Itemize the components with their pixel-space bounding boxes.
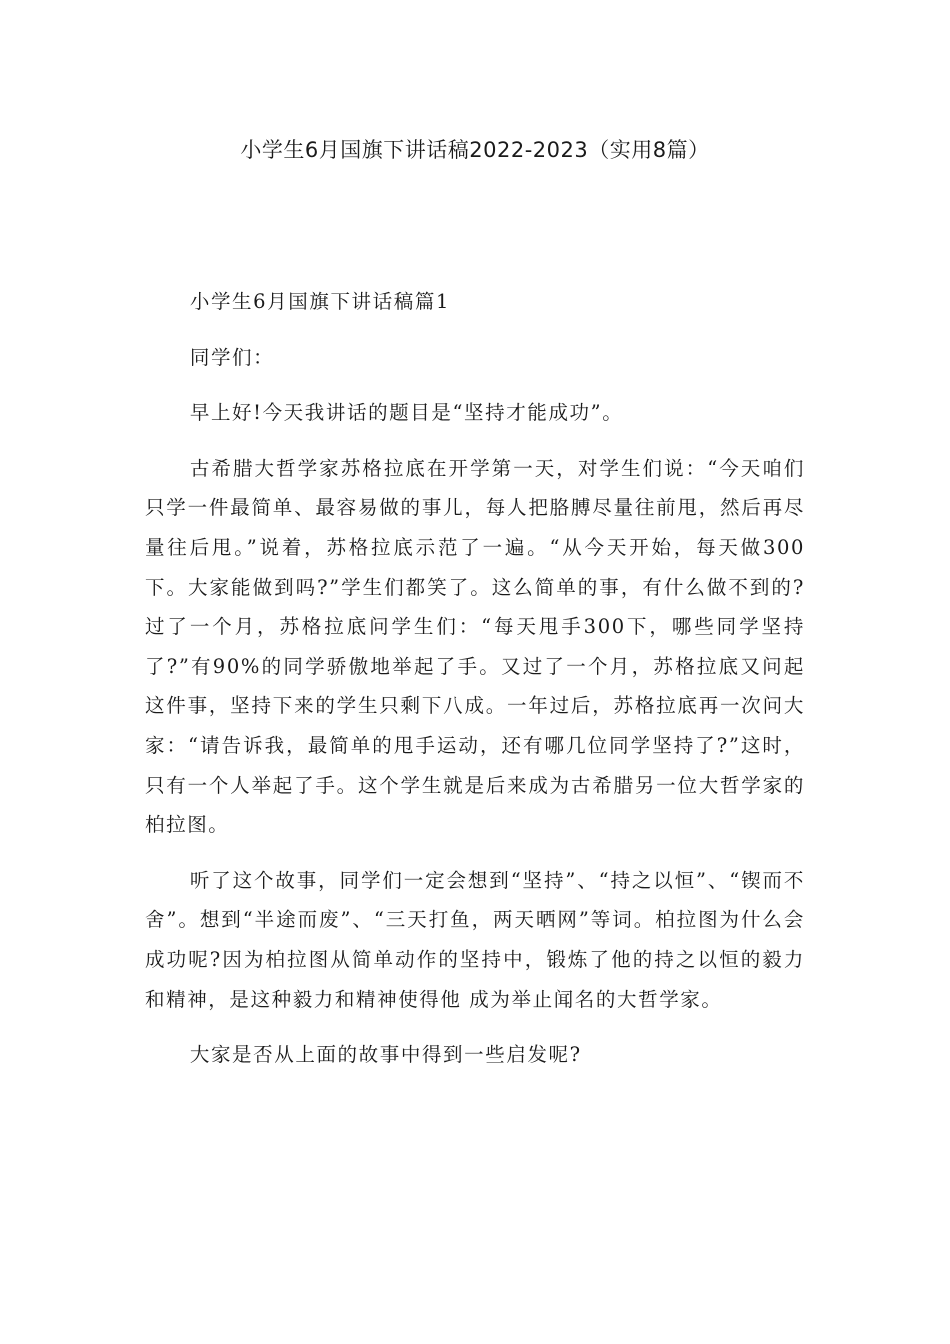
paragraph-reflection: 听了这个故事，同学们一定会想到“坚持”、“持之以恒”、“锲而不舍”。想到“半途而废”、“三天打鱼，两天晒网”等词。柏拉图为什么会成功呢?因为柏拉图从简单动作的坚持中，锻炼了他的持之以恒的毅力和精神，是这种毅力和精神使得他 成为举止闻名的大哲学家。 [145,868,805,1011]
document-body [145,282,805,1075]
document-title: 小学生6月国旗下讲话稿2022-2023（实用8篇） [240,138,710,162]
paragraph-story: 古希腊大哲学家苏格拉底在开学第一天，对学生们说：“今天咱们只学一件最简单、最容易做的事儿，每人把胳膊尽量往前甩，然后再尽量往后甩。”说着，苏格拉底示范了一遍。“从今天开始，每天做300下。大家能做到吗?”学生们都笑了。这么简单的事，有什么做不到的?过了一个月，苏格拉底问学生们：“每天甩手300下，哪些同学坚持了?”有90%的同学骄傲地举起了手。又过了一个月，苏格拉底又问起这件事，坚持下来的学生只剩下八成。一年过后，苏格拉底再一次问大家：“请告诉我，最简单的甩手运动，还有哪几位同学坚持了?”这时，只有一个人举起了手。这个学生就是后来成为古希腊另一位大哲学家的柏拉图。 [145,456,805,837]
paragraph-question: 大家是否从上面的故事中得到一些启发呢? [189,1043,582,1067]
section-heading: 小学生6月国旗下讲话稿篇1 [189,290,450,313]
salutation: 同学们： [189,345,275,369]
paragraph-greeting: 早上好!今天我讲话的题目是“坚持才能成功”。 [189,401,624,425]
